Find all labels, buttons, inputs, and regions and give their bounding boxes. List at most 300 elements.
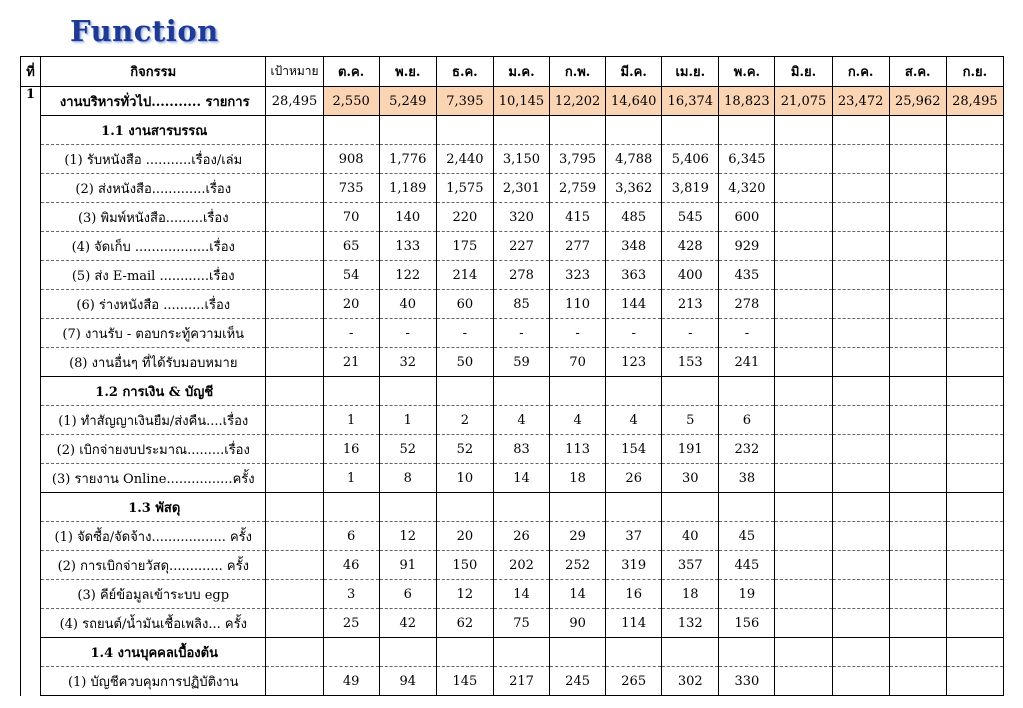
value-cell: 2 [436, 406, 493, 435]
value-cell: 29 [550, 522, 606, 551]
value-cell [946, 203, 1003, 232]
value-cell: 302 [662, 667, 719, 696]
value-cell: 3 [323, 580, 379, 609]
value-cell: 545 [662, 203, 719, 232]
value-cell [889, 232, 946, 261]
value-cell [832, 319, 889, 348]
activity-cell: (4) จัดเก็บ ..................เรื่อง [41, 232, 266, 261]
value-cell: 5,406 [662, 145, 719, 174]
value-cell [946, 522, 1003, 551]
value-cell [946, 551, 1003, 580]
value-cell [889, 522, 946, 551]
value-cell: 16 [323, 435, 379, 464]
value-cell [832, 203, 889, 232]
value-cell: - [379, 319, 436, 348]
value-cell: - [550, 319, 606, 348]
value-cell: 21 [323, 348, 379, 377]
value-cell: 4 [606, 406, 662, 435]
value-cell [946, 319, 1003, 348]
value-cell [436, 377, 493, 406]
target-cell [266, 319, 323, 348]
section-title: 1.4 งานบุคคลเบื้องต้น [41, 638, 266, 667]
target-cell [266, 377, 323, 406]
target-cell [266, 116, 323, 145]
table-row [21, 261, 1004, 290]
value-cell [775, 638, 832, 667]
activity-cell: (7) งานรับ - ตอบกระทู้ความเห็น [41, 319, 266, 348]
value-cell: 214 [436, 261, 493, 290]
value-cell [889, 290, 946, 319]
value-cell [889, 609, 946, 638]
target-cell [266, 580, 323, 609]
value-cell [719, 116, 775, 145]
table-body [21, 87, 1004, 696]
value-cell [550, 116, 606, 145]
value-cell [832, 493, 889, 522]
value-cell [946, 406, 1003, 435]
value-cell: - [719, 319, 775, 348]
value-cell [323, 493, 379, 522]
value-cell: 227 [493, 232, 549, 261]
target-cell [266, 261, 323, 290]
value-cell: 140 [379, 203, 436, 232]
table-row [21, 580, 1004, 609]
value-cell [889, 667, 946, 696]
value-cell: 40 [662, 522, 719, 551]
value-cell: 94 [379, 667, 436, 696]
value-cell [889, 638, 946, 667]
value-cell: 145 [436, 667, 493, 696]
value-cell: 348 [606, 232, 662, 261]
value-cell: 2,301 [493, 174, 549, 203]
table-row [21, 232, 1004, 261]
value-cell [832, 435, 889, 464]
value-cell: 38 [719, 464, 775, 493]
activity-cell: (1) บัญชีควบคุมการปฏิบัติงาน [41, 667, 266, 696]
value-cell [606, 638, 662, 667]
value-cell: 25,962 [889, 87, 946, 116]
value-cell [775, 348, 832, 377]
table-header [21, 57, 1004, 87]
value-cell [493, 377, 549, 406]
value-cell [946, 464, 1003, 493]
value-cell [889, 580, 946, 609]
value-cell [323, 116, 379, 145]
value-cell [889, 435, 946, 464]
value-cell: 26 [493, 522, 549, 551]
value-cell [832, 464, 889, 493]
value-cell [889, 493, 946, 522]
table-row [21, 609, 1004, 638]
target-cell [266, 406, 323, 435]
header-month: มิ.ย. [775, 57, 832, 87]
value-cell: 415 [550, 203, 606, 232]
value-cell [889, 551, 946, 580]
header-month: ต.ค. [323, 57, 379, 87]
value-cell: 363 [606, 261, 662, 290]
value-cell: 114 [606, 609, 662, 638]
value-cell: 90 [550, 609, 606, 638]
value-cell [662, 493, 719, 522]
value-cell [775, 435, 832, 464]
value-cell: 14,640 [606, 87, 662, 116]
value-cell: 3,150 [493, 145, 549, 174]
value-cell: 37 [606, 522, 662, 551]
value-cell [775, 493, 832, 522]
value-cell: 52 [379, 435, 436, 464]
value-cell [832, 348, 889, 377]
value-cell: 4,788 [606, 145, 662, 174]
table-row [21, 348, 1004, 377]
value-cell [550, 638, 606, 667]
value-cell: 1,776 [379, 145, 436, 174]
target-cell [266, 203, 323, 232]
value-cell: 122 [379, 261, 436, 290]
value-cell: 21,075 [775, 87, 832, 116]
table-row [21, 522, 1004, 551]
value-cell [719, 493, 775, 522]
value-cell [436, 116, 493, 145]
value-cell [946, 290, 1003, 319]
page-title: Function [70, 14, 219, 48]
section-title: 1.3 พัสดุ [41, 493, 266, 522]
value-cell [662, 377, 719, 406]
value-cell [889, 261, 946, 290]
value-cell: 46 [323, 551, 379, 580]
value-cell [889, 174, 946, 203]
value-cell [889, 203, 946, 232]
value-cell [379, 116, 436, 145]
value-cell [946, 580, 1003, 609]
value-cell: 18 [550, 464, 606, 493]
value-cell: 23,472 [832, 87, 889, 116]
header-month: ธ.ค. [436, 57, 493, 87]
value-cell [889, 145, 946, 174]
value-cell: 150 [436, 551, 493, 580]
value-cell [946, 435, 1003, 464]
target-cell [266, 290, 323, 319]
value-cell: 600 [719, 203, 775, 232]
activity-cell: (6) ร่างหนังสือ ..........เรื่อง [41, 290, 266, 319]
value-cell [493, 493, 549, 522]
value-cell: 7,395 [436, 87, 493, 116]
activity-cell: (1) ทำสัญญาเงินยืม/ส่งคืน....เรื่อง [41, 406, 266, 435]
value-cell [946, 145, 1003, 174]
value-cell: 735 [323, 174, 379, 203]
value-cell [946, 232, 1003, 261]
value-cell: - [493, 319, 549, 348]
activity-cell: (2) การเบิกจ่ายวัสดุ............. ครั้ง [41, 551, 266, 580]
header-month: ก.ย. [946, 57, 1003, 87]
activity-cell: (8) งานอื่นๆ ที่ได้รับมอบหมาย [41, 348, 266, 377]
value-cell: 3,819 [662, 174, 719, 203]
value-cell [775, 522, 832, 551]
value-cell: 213 [662, 290, 719, 319]
activity-cell: (1) รับหนังสือ ...........เรื่อง/เล่ม [41, 145, 266, 174]
value-cell: 400 [662, 261, 719, 290]
value-cell [379, 493, 436, 522]
value-cell [323, 377, 379, 406]
value-cell: 14 [493, 580, 549, 609]
target-cell [266, 522, 323, 551]
value-cell [775, 261, 832, 290]
value-cell: 4 [550, 406, 606, 435]
value-cell [775, 551, 832, 580]
table-row [21, 319, 1004, 348]
header-activity: กิจกรรม [41, 57, 266, 87]
table-row-main [21, 87, 1004, 116]
value-cell [436, 493, 493, 522]
header-month: พ.ค. [719, 57, 775, 87]
value-cell: 70 [323, 203, 379, 232]
value-cell: - [323, 319, 379, 348]
value-cell: 59 [493, 348, 549, 377]
value-cell: 49 [323, 667, 379, 696]
value-cell [775, 290, 832, 319]
value-cell [775, 464, 832, 493]
value-cell: 40 [379, 290, 436, 319]
value-cell: 45 [719, 522, 775, 551]
value-cell: 241 [719, 348, 775, 377]
value-cell [550, 377, 606, 406]
value-cell [832, 667, 889, 696]
value-cell: 220 [436, 203, 493, 232]
value-cell [832, 377, 889, 406]
value-cell: 245 [550, 667, 606, 696]
value-cell: 16,374 [662, 87, 719, 116]
target-cell [266, 232, 323, 261]
value-cell [775, 580, 832, 609]
value-cell: 154 [606, 435, 662, 464]
value-cell: 929 [719, 232, 775, 261]
value-cell: 60 [436, 290, 493, 319]
header-month: ม.ค. [493, 57, 549, 87]
value-cell: 123 [606, 348, 662, 377]
value-cell: 2,550 [323, 87, 379, 116]
value-cell: 320 [493, 203, 549, 232]
value-cell: 83 [493, 435, 549, 464]
value-cell: 3,795 [550, 145, 606, 174]
value-cell [662, 116, 719, 145]
value-cell [832, 145, 889, 174]
target-cell: 28,495 [266, 87, 323, 116]
value-cell [775, 609, 832, 638]
value-cell [946, 609, 1003, 638]
value-cell [946, 174, 1003, 203]
value-cell [719, 377, 775, 406]
table-row [21, 145, 1004, 174]
value-cell [832, 580, 889, 609]
section-row [21, 638, 1004, 667]
header-month: ก.พ. [550, 57, 606, 87]
value-cell: - [436, 319, 493, 348]
value-cell [606, 493, 662, 522]
value-cell [946, 261, 1003, 290]
value-cell: 2,440 [436, 145, 493, 174]
value-cell [379, 377, 436, 406]
value-cell: 1 [323, 464, 379, 493]
target-cell [266, 435, 323, 464]
value-cell: 52 [436, 435, 493, 464]
value-cell [946, 377, 1003, 406]
value-cell: 6 [323, 522, 379, 551]
value-cell [606, 377, 662, 406]
value-cell: 908 [323, 145, 379, 174]
value-cell: 16 [606, 580, 662, 609]
value-cell: 156 [719, 609, 775, 638]
value-cell [889, 377, 946, 406]
value-cell: 91 [379, 551, 436, 580]
value-cell [775, 667, 832, 696]
value-cell: 32 [379, 348, 436, 377]
header-month: ก.ค. [832, 57, 889, 87]
value-cell [775, 203, 832, 232]
row-number: 1 [21, 87, 41, 696]
activity-cell: งานบริหารทั่วไป........... รายการ [41, 87, 266, 116]
section-row [21, 377, 1004, 406]
section-row [21, 116, 1004, 145]
value-cell [379, 638, 436, 667]
value-cell: 8 [379, 464, 436, 493]
value-cell: 144 [606, 290, 662, 319]
value-cell [832, 174, 889, 203]
value-cell [832, 232, 889, 261]
value-cell: 10 [436, 464, 493, 493]
value-cell: 3,362 [606, 174, 662, 203]
target-cell [266, 609, 323, 638]
value-cell: 330 [719, 667, 775, 696]
value-cell: 6 [379, 580, 436, 609]
value-cell: 5,249 [379, 87, 436, 116]
value-cell: 14 [550, 580, 606, 609]
value-cell: 110 [550, 290, 606, 319]
target-cell [266, 493, 323, 522]
value-cell: 232 [719, 435, 775, 464]
header-month: เม.ย. [662, 57, 719, 87]
value-cell [323, 638, 379, 667]
value-cell [832, 609, 889, 638]
table-row [21, 406, 1004, 435]
value-cell [775, 116, 832, 145]
header-month: มี.ค. [606, 57, 662, 87]
activity-cell: (4) รถยนต์/น้ำมันเชื้อเพลิง... ครั้ง [41, 609, 266, 638]
table-row [21, 290, 1004, 319]
value-cell [775, 377, 832, 406]
activity-cell: (2) ส่งหนังสือ.............เรื่อง [41, 174, 266, 203]
table-row [21, 667, 1004, 696]
value-cell: 50 [436, 348, 493, 377]
value-cell [946, 638, 1003, 667]
value-cell: 1 [323, 406, 379, 435]
value-cell [775, 406, 832, 435]
value-cell [832, 522, 889, 551]
value-cell [775, 145, 832, 174]
value-cell: 1,575 [436, 174, 493, 203]
value-cell: 485 [606, 203, 662, 232]
value-cell [832, 551, 889, 580]
table-row [21, 464, 1004, 493]
value-cell: - [606, 319, 662, 348]
value-cell: 435 [719, 261, 775, 290]
value-cell: 62 [436, 609, 493, 638]
value-cell: 85 [493, 290, 549, 319]
value-cell [550, 493, 606, 522]
value-cell: 6,345 [719, 145, 775, 174]
target-cell [266, 348, 323, 377]
value-cell: 319 [606, 551, 662, 580]
value-cell: 278 [719, 290, 775, 319]
value-cell: 1 [379, 406, 436, 435]
value-cell [775, 319, 832, 348]
value-cell: 28,495 [946, 87, 1003, 116]
value-cell: 277 [550, 232, 606, 261]
value-cell [493, 638, 549, 667]
table-row [21, 435, 1004, 464]
section-row [21, 493, 1004, 522]
value-cell: 323 [550, 261, 606, 290]
value-cell: 65 [323, 232, 379, 261]
value-cell [946, 493, 1003, 522]
value-cell: 19 [719, 580, 775, 609]
value-cell: 217 [493, 667, 549, 696]
value-cell [719, 638, 775, 667]
value-cell [946, 667, 1003, 696]
target-cell [266, 145, 323, 174]
target-cell [266, 667, 323, 696]
value-cell: 14 [493, 464, 549, 493]
value-cell: 12 [436, 580, 493, 609]
value-cell: 25 [323, 609, 379, 638]
value-cell: 428 [662, 232, 719, 261]
value-cell [775, 232, 832, 261]
target-cell [266, 174, 323, 203]
header-target: เป้าหมาย [266, 57, 323, 87]
value-cell [889, 464, 946, 493]
value-cell: 5 [662, 406, 719, 435]
value-cell [832, 406, 889, 435]
value-cell: 132 [662, 609, 719, 638]
value-cell: 42 [379, 609, 436, 638]
value-cell [889, 116, 946, 145]
section-title: 1.1 งานสารบรรณ [41, 116, 266, 145]
value-cell: 202 [493, 551, 549, 580]
value-cell [889, 406, 946, 435]
value-cell [889, 319, 946, 348]
activity-cell: (3) คีย์ข้อมูลเข้าระบบ egp [41, 580, 266, 609]
value-cell: 10,145 [493, 87, 549, 116]
target-cell [266, 638, 323, 667]
value-cell: 133 [379, 232, 436, 261]
activity-cell: (1) จัดซื้อ/จัดจ้าง.................. ครั้ง [41, 522, 266, 551]
value-cell [946, 116, 1003, 145]
activity-cell: (3) พิมพ์หนังสือ.........เรื่อง [41, 203, 266, 232]
table-row [21, 551, 1004, 580]
value-cell [493, 116, 549, 145]
value-cell: 357 [662, 551, 719, 580]
value-cell: 191 [662, 435, 719, 464]
value-cell: 20 [323, 290, 379, 319]
header-no: ที่ [21, 57, 41, 87]
value-cell: 70 [550, 348, 606, 377]
value-cell [832, 116, 889, 145]
value-cell [436, 638, 493, 667]
value-cell: 12 [379, 522, 436, 551]
activity-cell: (3) รายงาน Online................ครั้ง [41, 464, 266, 493]
value-cell: 4,320 [719, 174, 775, 203]
value-cell [832, 261, 889, 290]
value-cell: 75 [493, 609, 549, 638]
table-row [21, 203, 1004, 232]
